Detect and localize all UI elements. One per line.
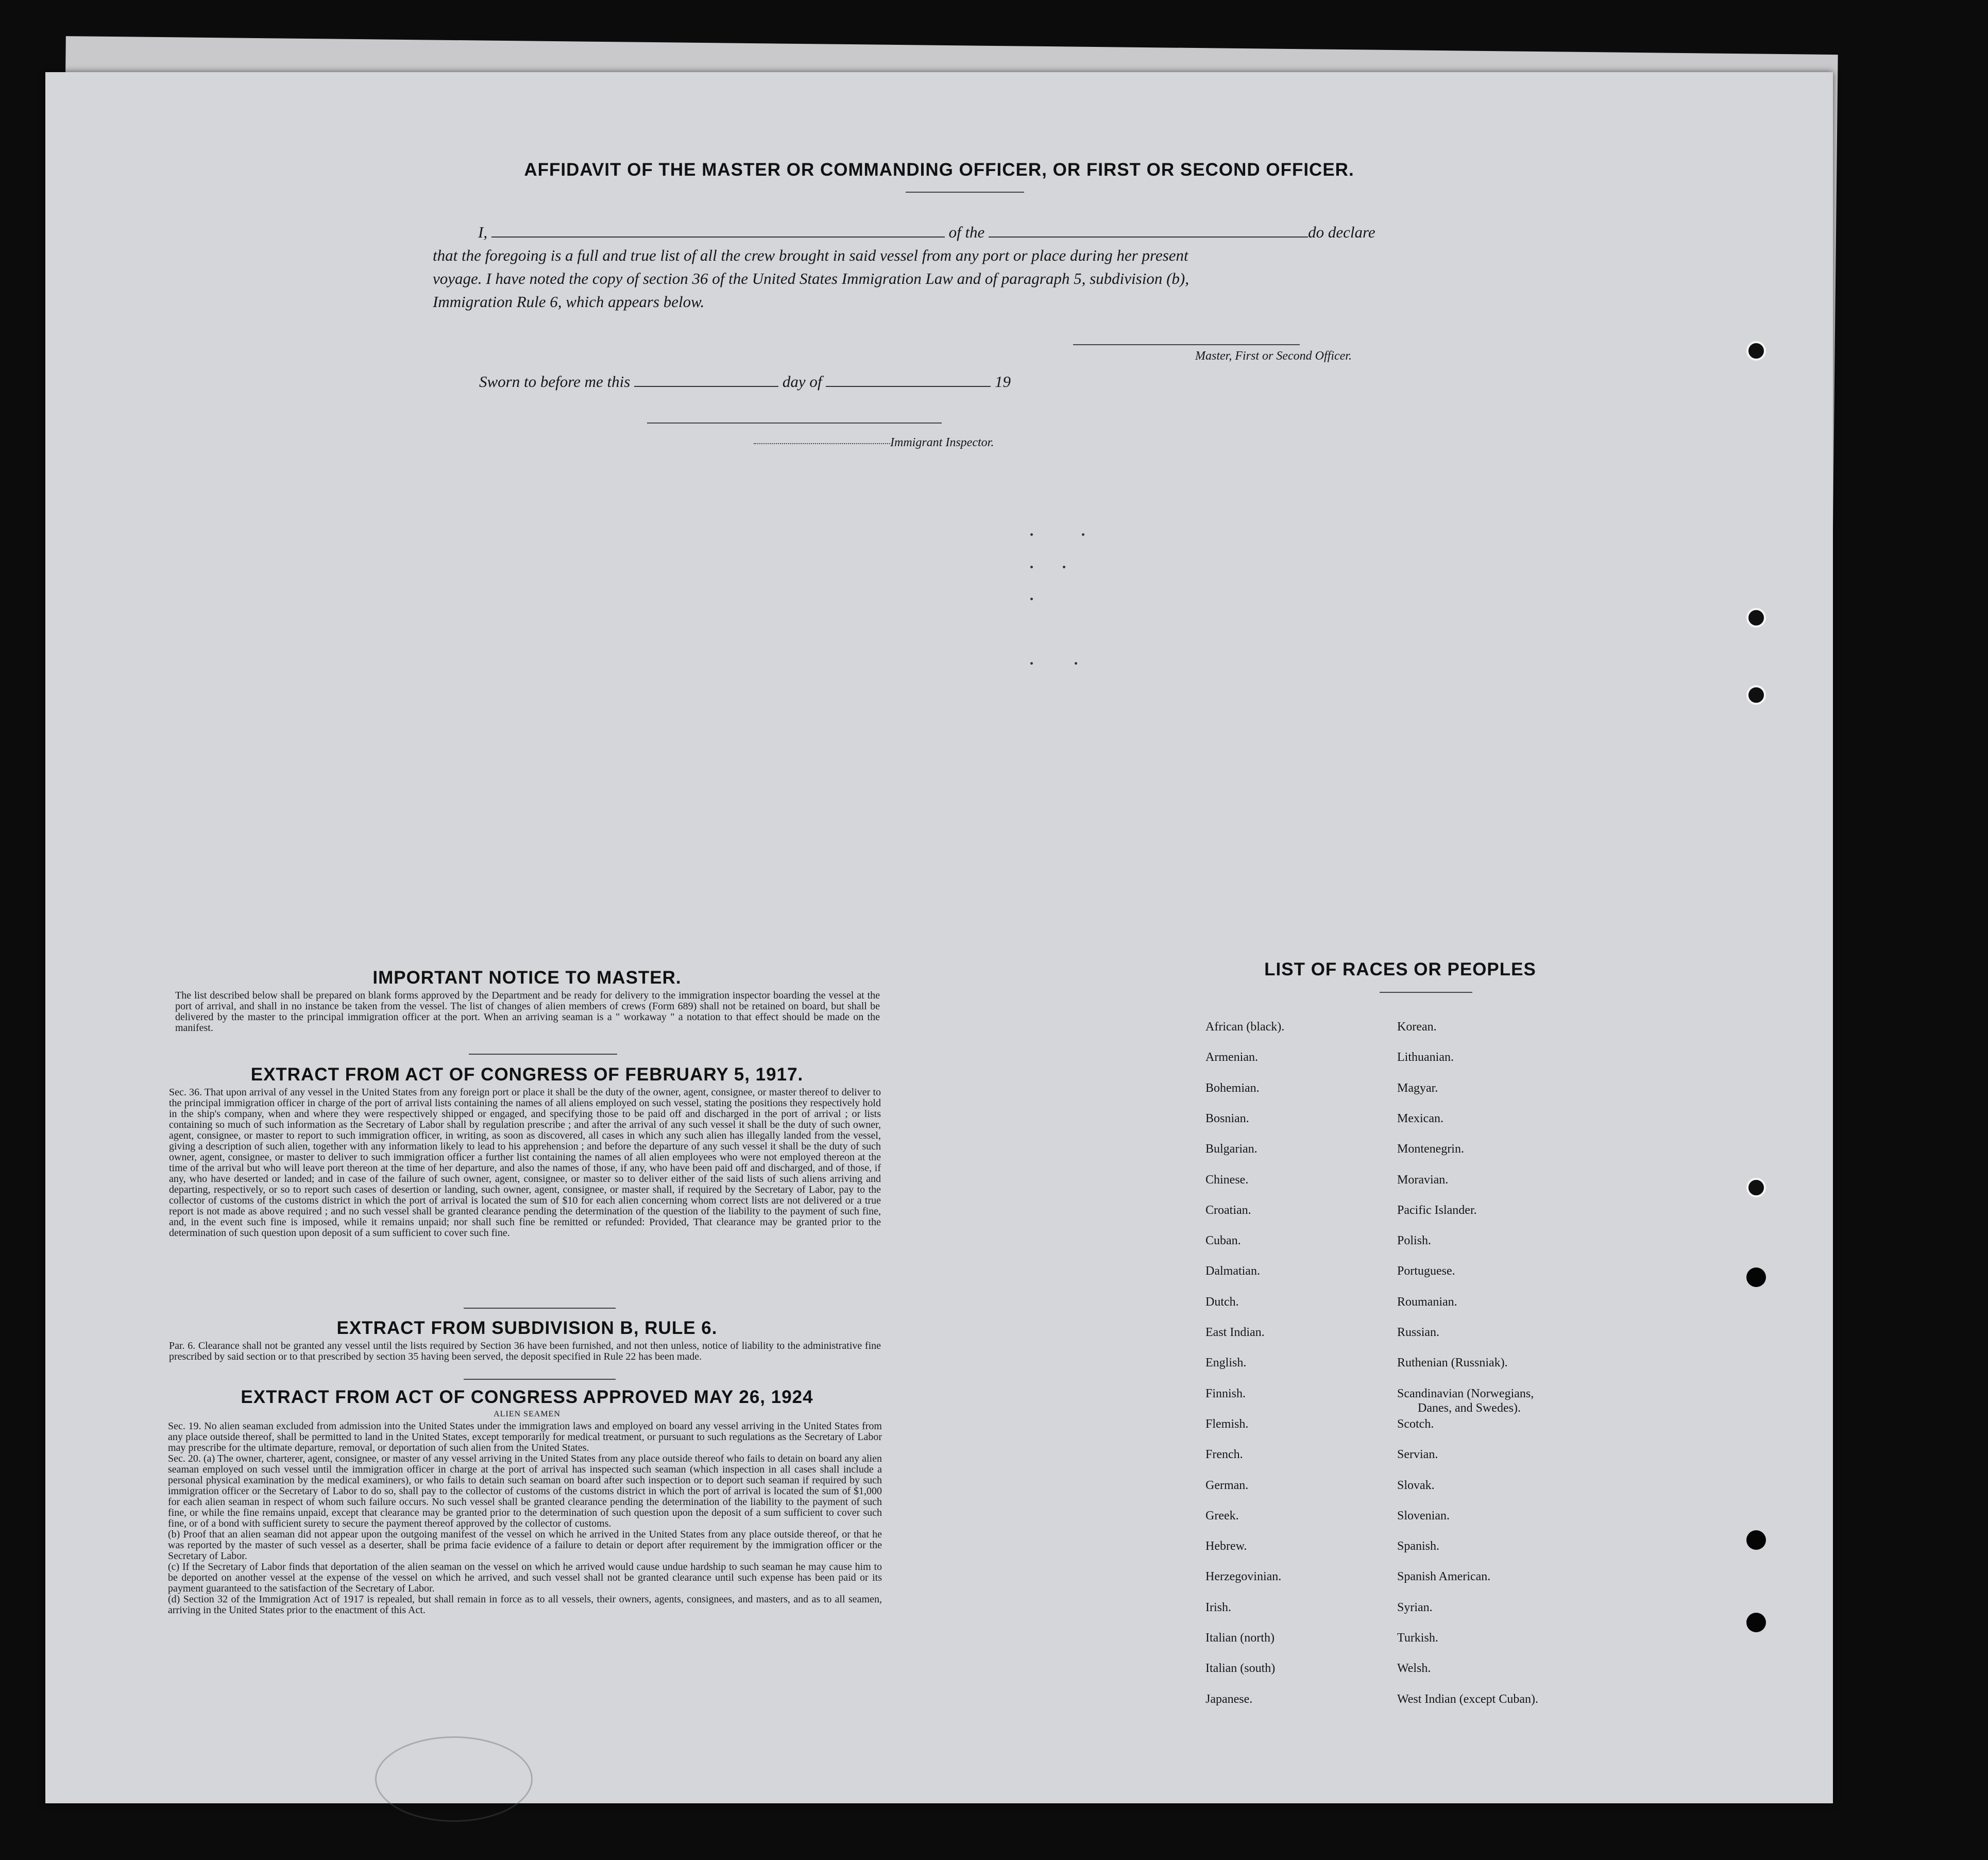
race-right-item: Magyar. bbox=[1397, 1081, 1438, 1095]
race-left-item: Japanese. bbox=[1205, 1692, 1253, 1706]
master-signature-label: Master, First or Second Officer. bbox=[1195, 349, 1352, 363]
race-right-item: Syrian. bbox=[1397, 1600, 1433, 1614]
extract-rule6-divider bbox=[464, 1379, 616, 1380]
affidavit-line-2: that the foregoing is a full and true list of all the crew brought in said vessel from any port or place during her present bbox=[433, 246, 1188, 264]
extract-1917-title: EXTRACT FROM ACT OF CONGRESS OF FEBRUARY 5, 1917. bbox=[250, 1064, 804, 1085]
extract-rule6-title: EXTRACT FROM SUBDIVISION B, RULE 6. bbox=[336, 1318, 718, 1338]
race-right-item: Scandinavian (Norwegians, bbox=[1397, 1386, 1534, 1400]
race-right-item: Pacific Islander. bbox=[1397, 1203, 1477, 1217]
affidavit-line-3: voyage. I have noted the copy of section 36 of the United States Immigration Law and of paragraph 5, subdivision (b), bbox=[433, 269, 1189, 288]
race-left-item: Flemish. bbox=[1205, 1417, 1249, 1431]
race-left-item: Italian (north) bbox=[1205, 1631, 1275, 1645]
extract-1917-divider bbox=[464, 1308, 616, 1309]
race-left-item: African (black). bbox=[1205, 1020, 1285, 1034]
races-title: LIST OF RACES OR PEOPLES bbox=[1264, 959, 1536, 979]
sworn-month-blank[interactable] bbox=[826, 374, 991, 387]
race-left-item: Greek. bbox=[1205, 1509, 1239, 1523]
extract-1924-text: Sec. 19. No alien seaman excluded from admission into the United States under the immigration laws and employed on board any vessel arriving in the United States from any place outside thereof, shall be permitted to land in the United States, except temporarily for medical treatment, or pursuant to such regulations as the Secretary of Labor may prescribe for the ultimate departure, removal, or deportation of such alien from the United States. Sec. 20. (a) The owner, charterer, agent, consignee, or master of any vessel arriving in the United States from any place outside thereof who fails to detain on board any alien seaman employed on such vessel until the immigration officer in charge at the port of arrival has inspected such seaman (which inspection in all cases shall include a personal physical examination by the medical examiners), or who fails to detain such seaman on board after such inspection or to deport such seaman if required by such immigration officer or the Secretary of Labor to do so, shall pay to the collector of customs of the customs district in which the port of arrival is located the sum of $1,000 for each alien seaman in respect of whom such failure occurs. No such vessel shall be granted clearance pending the determination of the liability to the payment of such fine, or while the fine remains unpaid, except that clearance may be granted prior to the determination of such question upon the deposit of a sum sufficient to cover such fine, or of a bond with sufficient surety to secure the payment thereof approved by the collector of customs. (b) Proof that an alien seaman did not appear upon the outgoing manifest of the vessel on which he arrived in the United States from any place outside thereof, or that he was reported by the master of such vessel as a deserter, shall be prima facie evidence of a failure to detain or deport after requirement by the immigration officer or the Secretary of Labor. (c) If the Secretary of Labor finds that deportation of the alien seaman on the vessel on which he arrived would cause undue hardship to such seaman he may cause him to be deported on another vessel at the expense of the vessel on which he arrived, and such vessel shall not be granted clearance until such expense has been paid or its payment guaranteed to the satisfaction of the Secretary of Labor. (d) Section 32 of the Immigration Act of 1917 is repealed, but shall remain in force as to all vessels, their owners, agents, consignees, and masters, and as to all seamen, arriving in the United States prior to the enactment of this Act. bbox=[168, 1421, 882, 1616]
inspector-label: Immigrant Inspector. bbox=[890, 436, 994, 449]
race-right-item: Slovak. bbox=[1397, 1478, 1435, 1492]
race-right-item: Slovenian. bbox=[1397, 1509, 1450, 1523]
faint-stamp bbox=[375, 1736, 533, 1822]
race-left-item: Dutch. bbox=[1205, 1295, 1239, 1309]
bleed-dot bbox=[1030, 533, 1033, 536]
binder-hole bbox=[1746, 1530, 1766, 1550]
sworn-line bbox=[479, 370, 1011, 393]
year-prefix: 19 bbox=[994, 373, 1011, 391]
race-right-item: Lithuanian. bbox=[1397, 1051, 1454, 1064]
race-left-item: East Indian. bbox=[1205, 1326, 1265, 1339]
race-right-item: Scotch. bbox=[1397, 1417, 1434, 1431]
binder-hole bbox=[1746, 1178, 1766, 1197]
race-left-item: Hebrew. bbox=[1205, 1540, 1247, 1553]
bleed-dot bbox=[1063, 566, 1065, 568]
bleed-dot bbox=[1030, 566, 1033, 568]
document-sheet bbox=[45, 72, 1833, 1803]
race-right-item: Russian. bbox=[1397, 1326, 1440, 1339]
affidavit-line-1 bbox=[478, 221, 1467, 244]
race-left-item: Finnish. bbox=[1205, 1386, 1246, 1400]
affidavit-line-4: Immigration Rule 6, which appears below. bbox=[433, 293, 705, 311]
sworn-date-blank[interactable] bbox=[634, 374, 778, 387]
extract-1924-subtitle: ALIEN SEAMEN bbox=[494, 1410, 560, 1418]
notice-text: The list described below shall be prepared on blank forms approved by the Department and be ready for delivery to the immigration inspector boarding the vessel at the port of arrival, and shall in no instance be taken from the vessel. The list of changes of alien members of crews (Form 689) shall not be retained on board, but shall be delivered by the master to the principal immigration officer at the port. When an arriving seaman is a " workaway " a notation to that effect should be made on the manifest. bbox=[175, 990, 880, 1034]
race-left-item: Italian (south) bbox=[1205, 1662, 1276, 1676]
race-left-item: English. bbox=[1205, 1356, 1247, 1370]
notice-title: IMPORTANT NOTICE TO MASTER. bbox=[372, 968, 682, 988]
sworn-label: Sworn to before me this bbox=[479, 373, 631, 391]
race-right-item: Roumanian. bbox=[1397, 1295, 1457, 1309]
day-of-label: day of bbox=[782, 373, 822, 391]
notice-divider bbox=[469, 1054, 617, 1055]
inspector-dotted-line bbox=[754, 443, 890, 444]
bleed-dot bbox=[1075, 662, 1077, 665]
affidavit-of-the-label: of the bbox=[948, 223, 985, 241]
race-right-item: Portuguese. bbox=[1397, 1264, 1455, 1278]
binder-hole bbox=[1746, 1613, 1766, 1632]
race-left-item: Armenian. bbox=[1205, 1051, 1258, 1064]
race-left-item: French. bbox=[1205, 1448, 1243, 1462]
vessel-name-blank[interactable] bbox=[989, 224, 1308, 238]
extract-1917-text: Sec. 36. That upon arrival of any vessel in the United States from any foreign port or place it shall be the duty of the owner, agent, consignee, or master thereof to deliver to the principal immigration officer in charge of the port of arrival lists containing the names of all aliens employed on such vessel, stating the positions they respectively hold in the ship's company, when and where they were respectively shipped or engaged, and specifying those to be paid off and discharged in the port of arrival ; or lists containing so much of such information as the Secretary of Labor shall by regulation prescribe ; and after the arrival of any such vessel it shall be the duty of such owner, agent, consignee, or master to report to such immigration officer, in writing, as soon as discovered, all cases in which any such alien has illegally landed from the vessel, giving a description of such alien, together with any information likely to lead to his apprehension ; and before the departure of any such vessel it shall be the duty of such owner, agent, consignee, or master to deliver to such immigration officer a further list containing the names of all alien employees who were not employed thereon at the time of the arrival but who will leave port thereon at the time of her departure, and also the names of those, if any, who have been paid off and discharged, and of those, if any, who have deserted or landed; and in case of the failure of such owner, agent, consignee, or master so to deliver either of the said lists of such aliens arriving and departing, respectively, or so to report such cases of desertion or landing, such owner, agent, consignee, or master shall, if required by the Secretary of Labor, pay to the collector of customs of the customs district in which the port of arrival is located the sum of $10 for each alien concerning whom correct lists are not delivered or a true report is not made as above required ; and no such vessel shall be granted clearance pending the determination of the question of the liability to the payment of such fine, and, in the event such fine is imposed, while it remains unpaid; nor shall such fine be remitted or refunded: Provided, That clearance may be granted prior to the determination of such question upon deposit of a sum sufficient to cover such fine. bbox=[169, 1087, 881, 1239]
affidavit-i-label: I, bbox=[478, 223, 488, 241]
affidavit-title: AFFIDAVIT OF THE MASTER OR COMMANDING OFFICER, OR FIRST OR SECOND OFFICER. bbox=[524, 160, 1354, 180]
bleed-dot bbox=[1082, 533, 1084, 536]
inspector-signature-line[interactable] bbox=[647, 422, 942, 424]
race-right-item: West Indian (except Cuban). bbox=[1397, 1692, 1538, 1706]
race-right-item: Turkish. bbox=[1397, 1631, 1438, 1645]
race-left-item: Cuban. bbox=[1205, 1234, 1241, 1248]
binder-hole bbox=[1746, 341, 1766, 361]
race-left-item: Croatian. bbox=[1205, 1203, 1251, 1217]
bleed-dot bbox=[1030, 598, 1033, 600]
race-right-item: Montenegrin. bbox=[1397, 1142, 1464, 1156]
race-right-item: Ruthenian (Russniak). bbox=[1397, 1356, 1508, 1370]
race-right-item: Korean. bbox=[1397, 1020, 1437, 1034]
master-signature-line[interactable] bbox=[1073, 344, 1300, 345]
master-name-blank[interactable] bbox=[491, 224, 945, 238]
race-right-item: Moravian. bbox=[1397, 1173, 1449, 1187]
race-right-item: Welsh. bbox=[1397, 1662, 1431, 1676]
race-right-item: Polish. bbox=[1397, 1234, 1432, 1248]
binder-hole bbox=[1746, 1267, 1766, 1287]
extract-rule6-text: Par. 6. Clearance shall not be granted any vessel until the lists required by Section 36 have been furnished, and not then unless, notice of liability to the administrative fine prescribed by said section or to that prescribed by section 35 having been served, the deposit specified in Rule 22 has been made. bbox=[169, 1340, 881, 1362]
race-right-item: Spanish. bbox=[1397, 1540, 1440, 1553]
extract-1924-title: EXTRACT FROM ACT OF CONGRESS APPROVED MAY 26, 1924 bbox=[241, 1387, 813, 1407]
race-left-item: Dalmatian. bbox=[1205, 1264, 1260, 1278]
race-left-item: Chinese. bbox=[1205, 1173, 1249, 1187]
title-divider bbox=[906, 192, 1024, 193]
race-right-item: Mexican. bbox=[1397, 1111, 1443, 1125]
races-divider bbox=[1380, 992, 1472, 993]
race-left-item: Irish. bbox=[1205, 1600, 1231, 1614]
binder-hole bbox=[1746, 685, 1766, 705]
race-left-item: Bulgarian. bbox=[1205, 1142, 1258, 1156]
race-left-item: German. bbox=[1205, 1478, 1249, 1492]
race-right-item: Danes, and Swedes). bbox=[1418, 1401, 1521, 1415]
race-right-item: Spanish American. bbox=[1397, 1570, 1491, 1584]
binder-hole bbox=[1746, 608, 1766, 628]
race-left-item: Herzegovinian. bbox=[1205, 1570, 1282, 1584]
race-left-item: Bohemian. bbox=[1205, 1081, 1260, 1095]
affidavit-declare-label: do declare bbox=[1308, 223, 1375, 241]
race-right-item: Servian. bbox=[1397, 1448, 1438, 1462]
race-left-item: Bosnian. bbox=[1205, 1111, 1249, 1125]
bleed-dot bbox=[1030, 662, 1033, 665]
